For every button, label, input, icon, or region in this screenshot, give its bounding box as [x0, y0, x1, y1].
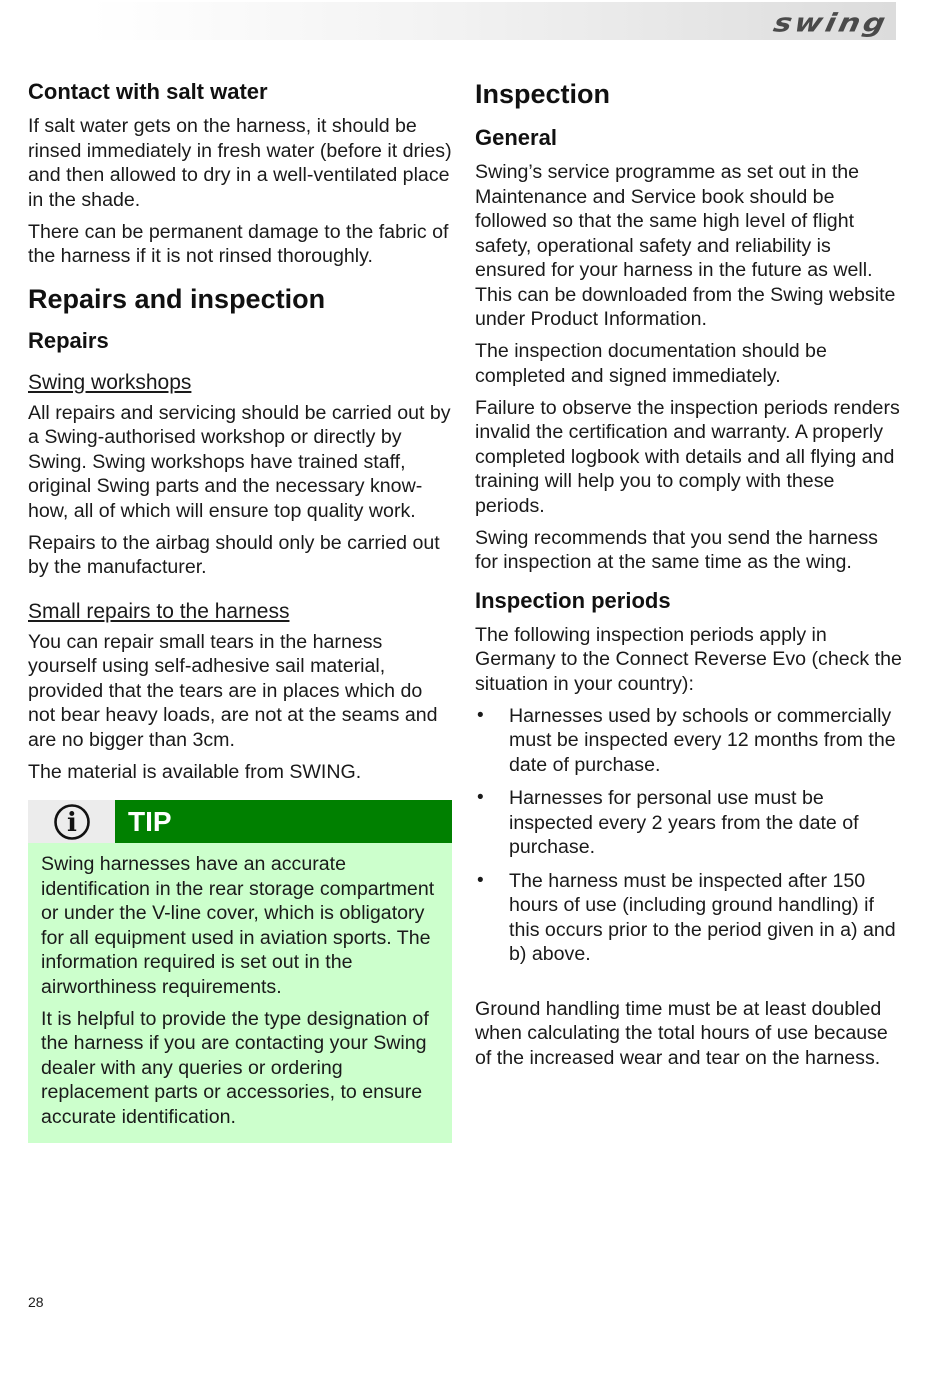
list-item: • Harnesses used by schools or commercially must be inspected every 12 months from the date of purchase.: [475, 704, 905, 778]
info-icon: [53, 803, 91, 841]
general-paragraph-1: Swing’s service programme as set out in the Maintenance and Service book should be followed so that the same high level of flight safety, operational safety and reliability is ensured for your harness in the future as well. This can be downloaded from the Swing website under Product Information.: [475, 161, 896, 330]
swing-logo: swing: [771, 8, 892, 39]
tip-icon-box: [28, 800, 115, 843]
page-number: 28: [28, 1294, 44, 1310]
inspection-periods-intro: The following inspection periods apply in Germany to the Connect Reverse Evo (check the situation in your country):: [475, 623, 902, 695]
right-column: [475, 78, 905, 1078]
tip-header: [28, 800, 452, 843]
tip-paragraph-1: Swing harnesses have an accurate identification in the rear storage compartment or under the V-line cover, which is obligatory for all equipment used in aviation sports. The information required is set out in the airworthiness requirements.: [41, 853, 435, 998]
small-repairs-paragraph-1: You can repair small tears in the harness yourself using self-adhesive sail material, provided that the tears are in places which do not bear heavy loads, are not at the seams and are no bigger than 3cm.: [28, 630, 438, 751]
general-heading: General: [475, 125, 557, 150]
repairs-heading: Repairs: [28, 327, 109, 353]
tip-paragraph-2: It is helpful to provide the type designation of the harness if you are contacting your Swing dealer with any queries or ordering replacement parts or accessories, to ensure accurate identification.: [41, 1007, 429, 1128]
inspection-heading: Inspection: [475, 79, 611, 109]
header-band: [90, 2, 896, 40]
inspection-periods-heading: Inspection periods: [475, 587, 671, 613]
tip-title: TIP: [115, 800, 452, 843]
general-paragraph-4: Swing recommends that you send the harness for inspection at the same time as the wing.: [475, 526, 878, 573]
list-item: • The harness must be inspected after 150 hours of use (including ground handling) if this occurs prior to the period given in a) and b) above.: [475, 869, 905, 967]
salt-water-paragraph-1: If salt water gets on the harness, it should be rinsed immediately in fresh water (before it dries) and then allowed to dry in a well-ventilated place in the shade.: [28, 115, 452, 211]
inspection-periods-list: [475, 704, 905, 967]
tip-box: [28, 800, 452, 1143]
salt-water-paragraph-2: There can be permanent damage to the fabric of the harness if it is not rinsed thoroughly.: [28, 220, 449, 267]
ground-handling-paragraph: Ground handling time must be at least doubled when calculating the total hours of use because of the increased wear and tear on the harness.: [475, 997, 888, 1069]
salt-water-heading: Contact with salt water: [28, 79, 268, 104]
small-repairs-paragraph-2: The material is available from SWING.: [28, 760, 362, 783]
repairs-inspection-heading: Repairs and inspection: [28, 283, 326, 314]
info-icon-glyph: i: [66, 807, 77, 838]
tip-body: [28, 843, 452, 1143]
swing-workshops-heading: Swing workshops: [28, 370, 192, 394]
list-item: • Harnesses for personal use must be inspected every 2 years from the date of purchase.: [475, 786, 905, 860]
general-paragraph-3: Failure to observe the inspection periods renders invalid the certification and warranty. A properly completed logbook with details and all flying and training will help you to comply with these periods.: [475, 396, 900, 517]
workshops-paragraph-1: All repairs and servicing should be carried out by a Swing-authorised workshop or directly by Swing. Swing workshops have trained staff, original Swing parts and the necessary know-how, all of which will ensure top quality work.: [28, 401, 451, 522]
general-paragraph-2: The inspection documentation should be completed and signed immediately.: [475, 340, 827, 387]
workshops-paragraph-2: Repairs to the airbag should only be carried out by the manufacturer.: [28, 531, 440, 578]
left-column: [28, 78, 454, 1143]
small-repairs-heading: Small repairs to the harness: [28, 599, 290, 623]
